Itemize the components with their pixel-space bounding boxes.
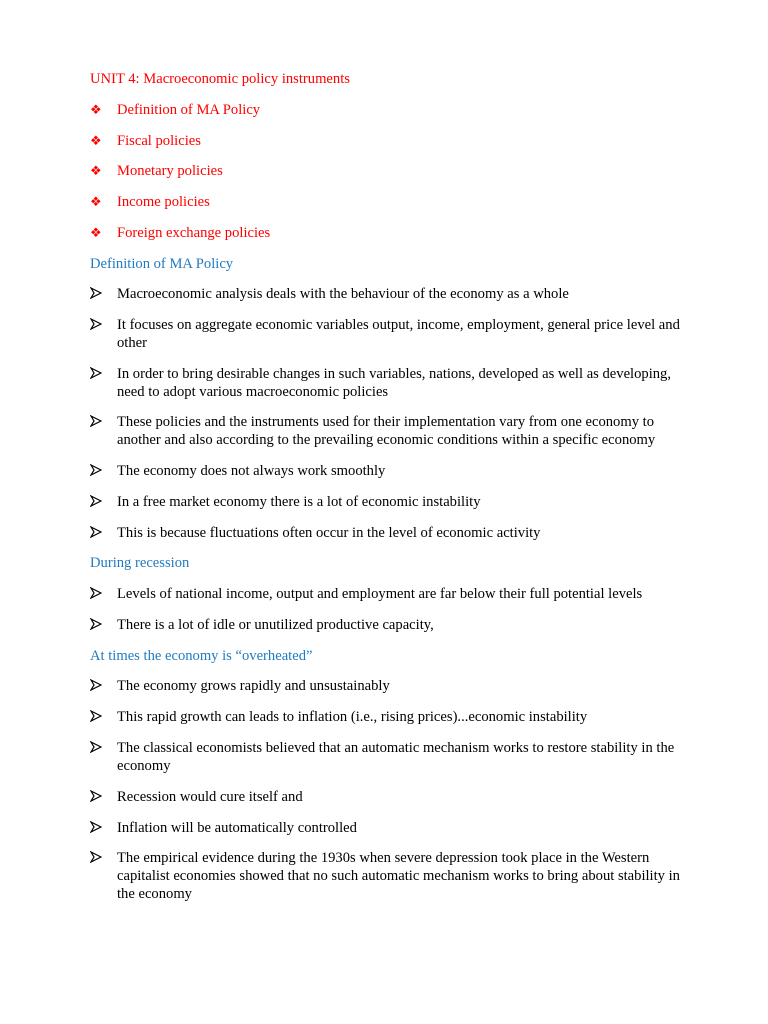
diamond-bullet-icon: ❖ [90, 133, 102, 148]
arrowhead-bullet-icon [90, 365, 106, 383]
diamond-bullet-icon: ❖ [90, 225, 102, 240]
arrowhead-bullet-icon [90, 493, 106, 511]
arrowhead-bullet-icon [90, 462, 106, 480]
arrowhead-bullet-icon [90, 413, 106, 431]
arrowhead-bullet-icon [90, 677, 106, 695]
document-page: UNIT 4: Macroeconomic policy instruments ❖ Definition of MA Policy ❖ Fiscal policies ❖ Monetary policies ❖ Income policies ❖ Foreign exchange policies Definition of MA Policy Macroeconomic analysis deals with the behaviour of the economy as a whole It focuses on aggregate economic variables output, income, employment, general price level and other In order to bring desirable changes in such variables, nations, developed as well as developing, need to adopt various macroeconomic policies These policies and the instruments used for their implementation vary from one economy to another and also according to the prevailing economic conditions within a specific economy The economy does not always work smoothly In a free market economy there is a lot of economic instability This is because fluctuations often occur in the level of economic activity During recession Levels of national income, output and employment are far below their full potential levels There is a lot of idle or unutilized productive capacity, At times the economy is “overheated” The economy grows rapidly and unsustainably This rapid growth can leads to inflation (i.e., rising prices)...economic instability The classical economists believed that an automatic mechanism works to restore stability in the economy Recession would cure itself and Inflation will be automatically controlled The empirical evidence during the 1930s when severe depression took place in the Western capitalist economies showed that no such automatic mechanism works to bring about stability in the economy [90, 71, 680, 902]
arrowhead-bullet-icon [90, 616, 106, 634]
diamond-bullet-icon: ❖ [90, 102, 102, 117]
arrowhead-bullet-icon [90, 819, 106, 837]
arrowhead-bullet-icon [90, 788, 106, 806]
unit-title: UNIT 4: Macroeconomic policy instruments [90, 71, 350, 87]
arrowhead-bullet-icon [90, 585, 106, 603]
arrowhead-bullet-icon [90, 524, 106, 542]
section-heading: At times the economy is “overheated” [90, 648, 313, 664]
section-heading: Definition of MA Policy [90, 256, 234, 272]
section-heading: During recession [90, 555, 190, 571]
arrowhead-bullet-icon [90, 849, 106, 867]
arrowhead-bullet-icon [90, 285, 106, 303]
arrowhead-bullet-icon [90, 708, 106, 726]
arrowhead-bullet-icon [90, 739, 106, 757]
diamond-bullet-icon: ❖ [90, 194, 102, 209]
diamond-bullet-icon: ❖ [90, 163, 102, 178]
arrowhead-bullet-icon [90, 316, 106, 334]
